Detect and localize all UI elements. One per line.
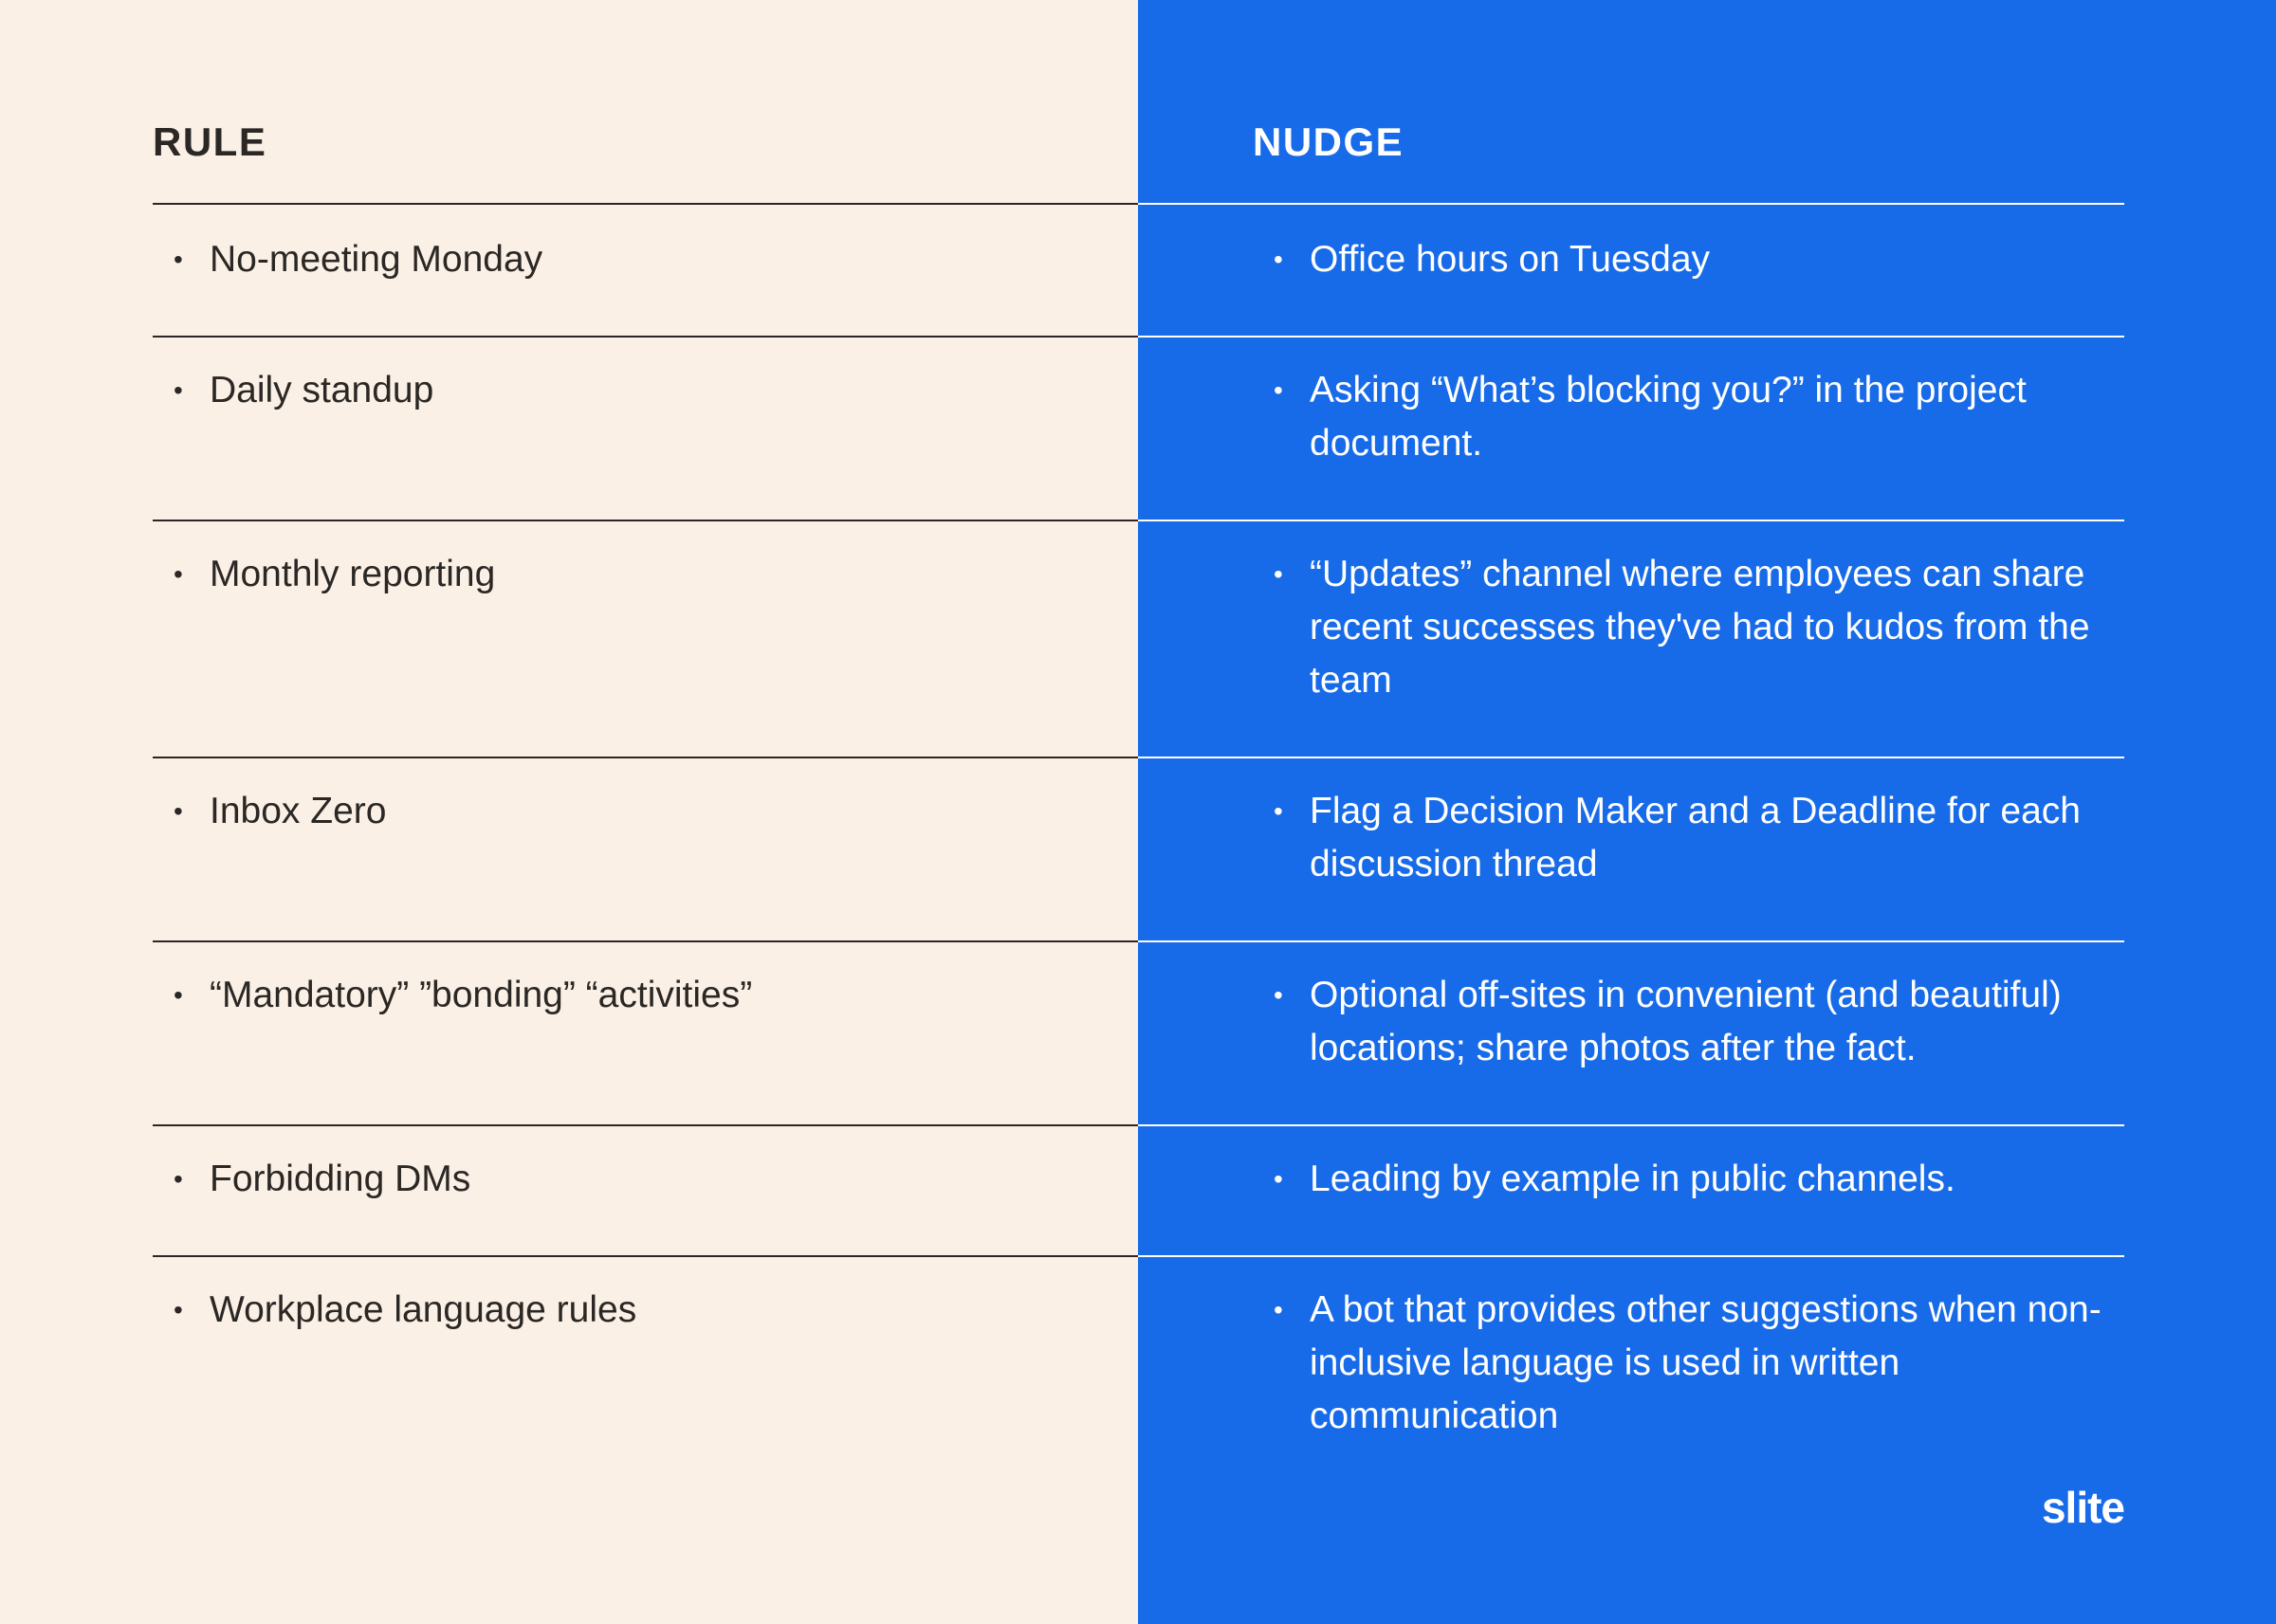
bullet: •: [174, 245, 183, 274]
rule-row: [153, 338, 1138, 521]
rule-text: Inbox Zero: [210, 791, 387, 831]
rule-row: [153, 942, 1138, 1126]
slite-logo: slite: [2041, 1483, 2124, 1532]
nudge-text: Office hours on Tuesday: [1310, 239, 1711, 280]
rule-row: [153, 758, 1138, 942]
nudge-text: “Updates” channel where employees can share recent successes they've had to kudos from the team: [1310, 554, 2090, 701]
rule-text: “Mandatory” ”bonding” “activities”: [210, 975, 753, 1015]
nudge-text: A bot that provides other suggestions when non-inclusive language is used in written communication: [1310, 1289, 2102, 1436]
bullet: •: [174, 559, 183, 589]
nudge-text: Asking “What’s blocking you?” in the project document.: [1310, 370, 2027, 464]
nudge-row: [1138, 1126, 2124, 1257]
bullet: •: [174, 1295, 183, 1324]
bullet: •: [1274, 245, 1283, 274]
bullet: •: [1274, 1164, 1283, 1194]
nudge-row: [1138, 942, 2124, 1126]
bullet: •: [1274, 980, 1283, 1010]
rule-text: Daily standup: [210, 370, 434, 411]
nudge-text: Flag a Decision Maker and a Deadline for each discussion thread: [1310, 791, 2081, 885]
nudge-text: Leading by example in public channels.: [1310, 1159, 1955, 1199]
nudge-row: [1138, 758, 2124, 942]
nudge-text: Optional off-sites in convenient (and beautiful) locations; share photos after the fact.: [1310, 975, 2062, 1068]
nudge-header: NUDGE: [1138, 0, 2124, 205]
rule-text: Monthly reporting: [210, 554, 496, 594]
bullet: •: [174, 980, 183, 1010]
nudge-row: [1138, 338, 2124, 521]
rule-header: RULE: [153, 0, 1138, 205]
nudge-row: [1138, 207, 2124, 338]
rule-row: [153, 207, 1138, 338]
rule-row: [153, 521, 1138, 758]
nudge-row: [1138, 1257, 2124, 1494]
bullet: •: [174, 1164, 183, 1194]
rule-text: Workplace language rules: [210, 1289, 637, 1330]
rule-text: No-meeting Monday: [210, 239, 543, 280]
rule-row: [153, 1257, 1138, 1494]
bullet: •: [174, 375, 183, 405]
bullet: •: [1274, 559, 1283, 589]
bullet: •: [1274, 1295, 1283, 1324]
rule-row: [153, 1126, 1138, 1257]
bullet: •: [174, 796, 183, 826]
bullet: •: [1274, 375, 1283, 405]
nudge-row: [1138, 521, 2124, 758]
bullet: •: [1274, 796, 1283, 826]
rule-text: Forbidding DMs: [210, 1159, 471, 1199]
